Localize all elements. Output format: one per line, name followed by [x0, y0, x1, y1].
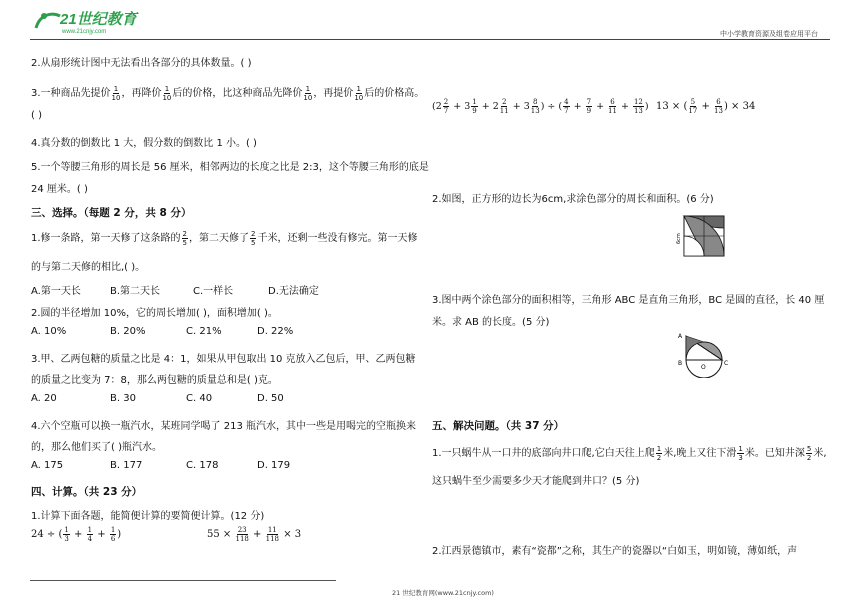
problem-1-text-b: 米,晚上又往下滑: [663, 448, 737, 459]
judge-q3-text-b: ，再降价: [121, 88, 162, 99]
problem-1-text-c: 米。已知井深: [744, 448, 805, 459]
logo-icon: [30, 6, 150, 36]
label-a: A: [678, 333, 683, 340]
calc-expression-1: 24 ÷ ( $\frac{1}{3}$ + $\frac{1}{4}$ + $\frac{1}{6}$ ): [31, 526, 122, 543]
fraction: $\frac{2}{5}$: [182, 229, 188, 247]
judge-q3-text-c: 后的价格，比这种商品先降价: [172, 88, 303, 99]
choice-q4-option-c[interactable]: C. 178: [186, 460, 219, 471]
footer-divider: [30, 580, 336, 581]
judge-q3-paren: ( ): [31, 110, 42, 121]
problem-1-line1: [432, 444, 827, 462]
fraction: $\frac{1}{10}$: [303, 84, 313, 102]
calc-instruction: 1.计算下面各题，能简便计算的要简便计算。(12 分): [31, 511, 265, 522]
platform-name: 中小学教育资源及组卷应用平台: [720, 30, 818, 38]
choice-q3-option-a[interactable]: A. 20: [31, 393, 57, 404]
choice-q4-option-a[interactable]: A. 175: [31, 460, 64, 471]
choice-q1-option-a[interactable]: A.第一天长: [31, 286, 81, 297]
choice-q1-text-b: ，第二天修了: [189, 233, 250, 244]
problem-2-line1: 2.江西景德镇市，素有“瓷都”之称，其生产的瓷器以“白如玉，明如镜，薄如纸，声: [432, 546, 798, 557]
geometry-q2: 2.如图，正方形的边长为6cm,求涂色部分的周长和面积。(6 分): [432, 194, 714, 205]
judge-q5-line2: 24 厘米。( ): [31, 184, 88, 195]
choice-q3-line2: 的质量之比变为 7：8，那么两包糖的质量总和是( )克。: [31, 375, 278, 386]
label-o: O: [701, 364, 706, 371]
geometry-q3-line2: 米。求 AB 的长度。(5 分): [432, 317, 550, 328]
choice-q4-option-b[interactable]: B. 177: [110, 460, 143, 471]
problem-1-line2: 这只蜗牛至少需要多少天才能爬到井口？(5 分): [432, 476, 640, 487]
fraction: $\frac{5}{2}$: [806, 444, 812, 462]
section-4-heading: 四、计算。（共 23 分）: [31, 486, 143, 498]
choice-q1-option-c[interactable]: C.一样长: [193, 286, 234, 297]
choice-q2-option-d[interactable]: D. 22%: [257, 326, 294, 337]
choice-q1-line2: 的与第二天修的相比,( )。: [31, 262, 146, 273]
logo-text: 21世纪教育: [60, 11, 137, 28]
choice-q2-option-b[interactable]: B. 20%: [110, 326, 146, 337]
problem-1-text-d: 米,: [813, 448, 827, 459]
section-5-heading: 五、解决问题。（共 37 分）: [432, 420, 565, 432]
choice-q2-option-c[interactable]: C. 21%: [186, 326, 222, 337]
judge-q2: 2.从扇形统计图中无法看出各部分的具体数量。( ): [31, 58, 252, 69]
triangle-circle-figure: [674, 330, 734, 378]
choice-q3-option-c[interactable]: C. 40: [186, 393, 213, 404]
calc-expression-3: (2 $\frac{2}{7}$ + 3 $\frac{1}{9}$ + 2 $\frac{2}{11}$ + 3 $\frac{8}{13}$ ) ÷ ( $\frac{4}{7}$ + $\frac{7}{9}$ + $\frac{6}{11}$ + $\frac{12}{13}$ ): [432, 98, 649, 115]
section-3-heading: 三、选择。（每题 2 分，共 8 分）: [31, 207, 192, 219]
choice-q1-option-d[interactable]: D.无法确定: [268, 286, 319, 297]
judge-q5-line1: 5.一个等腰三角形的周长是 56 厘米，相邻两边的长度之比是 2:3，这个等腰三角形的底是: [31, 162, 429, 173]
problem-1-text-a: 1.一只蜗牛从一口井的底部向井口爬,它白天往上爬: [432, 448, 655, 459]
figure-1-label: 6cm: [676, 233, 682, 244]
choice-q4-line2: 的，那么他们买了( )瓶汽水。: [31, 442, 162, 453]
choice-q4-option-d[interactable]: D. 179: [257, 460, 291, 471]
label-c: C: [724, 360, 729, 367]
choice-q4-line1: 4.六个空瓶可以换一瓶汽水，某班同学喝了 213 瓶汽水，其中一些是用喝完的空瓶换来: [31, 421, 416, 432]
choice-q1-line1: [31, 229, 417, 247]
fraction: $\frac{1}{10}$: [111, 84, 121, 102]
fraction: $\frac{1}{2}$: [656, 444, 662, 462]
fraction: $\frac{2}{5}$: [251, 229, 256, 247]
choice-q3-line1: 3.甲、乙两包糖的质量之比是 4：1，如果从甲包取出 10 克放入乙包后，甲、乙两包糖: [31, 354, 416, 365]
judge-q3-text-d: ，再提价: [313, 88, 354, 99]
judge-q3-text-a: 3.一种商品先提价: [31, 88, 111, 99]
site-logo: [30, 6, 150, 36]
calc-expression-4: 13 × ( $\frac{5}{17}$ + $\frac{6}{13}$ ) × 34: [656, 98, 756, 115]
judge-q4: 4.真分数的倒数比 1 大，假分数的倒数比 1 小。( ): [31, 138, 257, 149]
choice-q1-text-a: 1.修一条路，第一天修了这条路的: [31, 233, 181, 244]
geometry-q3-line1: 3.图中两个涂色部分的面积相等，三角形 ABC 是直角三角形，BC 是圆的直径，长 40 厘: [432, 295, 825, 306]
calc-expression-2: 55 × $\frac{23}{118}$ + $\frac{11}{118}$ × 3: [207, 526, 302, 543]
choice-q3-option-b[interactable]: B. 30: [110, 393, 136, 404]
judge-q3: [31, 84, 424, 102]
choice-q1-option-b[interactable]: B.第二天长: [110, 286, 161, 297]
fraction: $\frac{1}{10}$: [354, 84, 364, 102]
fraction: $\frac{1}{10}$: [162, 84, 172, 102]
judge-q3-text-e: 后的价格高。: [364, 88, 425, 99]
fraction: $\frac{1}{3}$: [738, 444, 743, 462]
label-b: B: [678, 360, 683, 367]
choice-q1-text-c: 千米，还剩一些没有修完。第一天修: [257, 233, 418, 244]
choice-q2-option-a[interactable]: A. 10%: [31, 326, 67, 337]
header-divider: [30, 39, 830, 40]
choice-q3-option-d[interactable]: D. 50: [257, 393, 284, 404]
square-figure: [674, 214, 728, 258]
choice-q2: 2.圆的半径增加 10%，它的周长增加( )，面积增加( )。: [31, 308, 278, 319]
logo-sub: www.21cnjy.com: [62, 29, 107, 35]
footer-text: 21 世纪教育网(www.21cnjy.com): [392, 589, 494, 597]
